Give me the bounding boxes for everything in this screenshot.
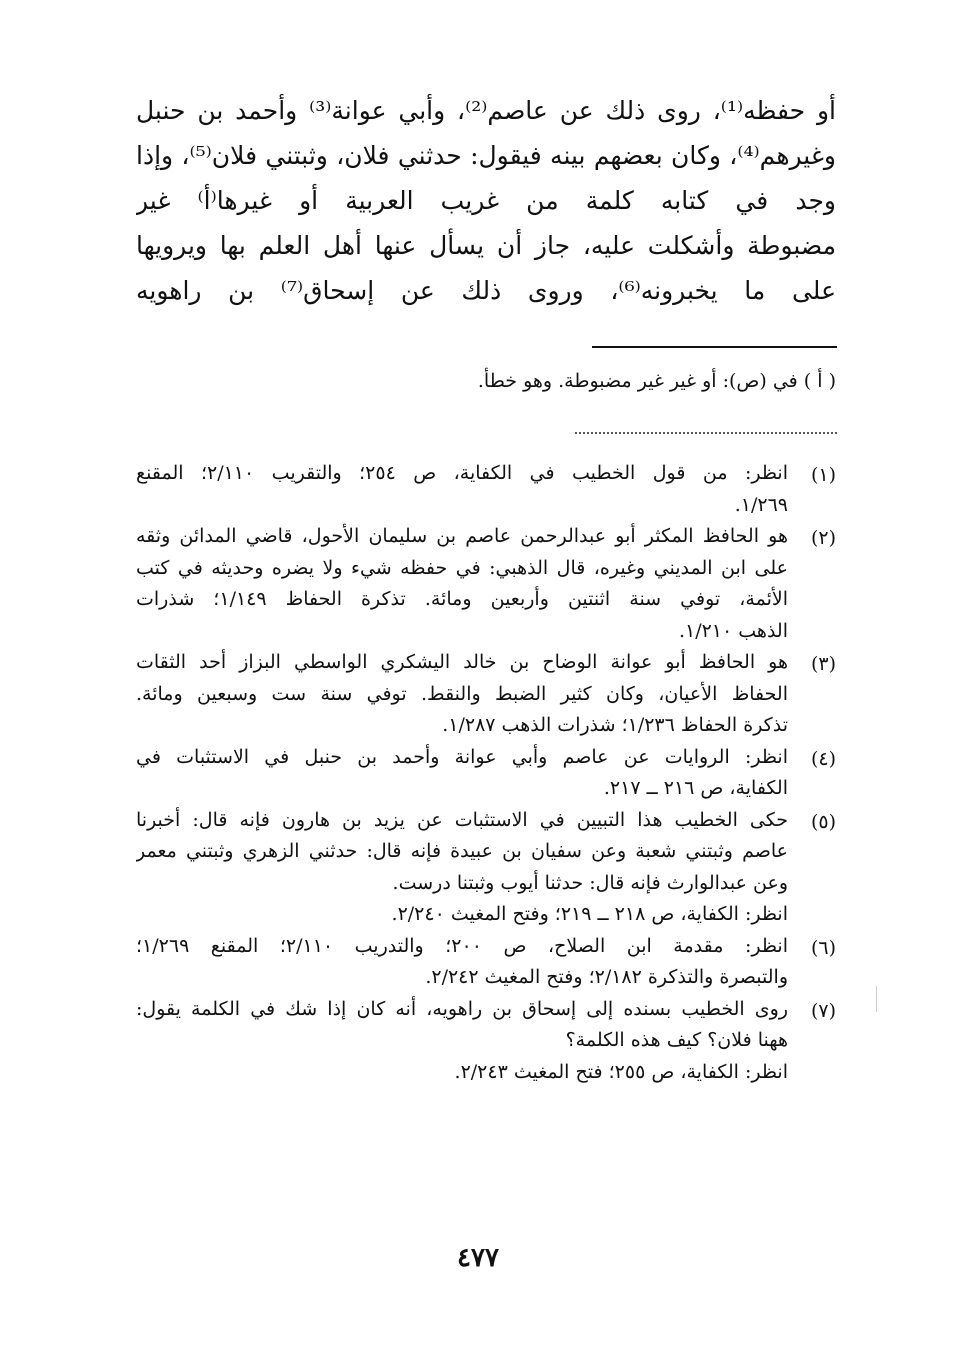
main-text-line: على ما يخبرونه⁽⁶⁾، وروى ذلك عن إسحاق⁽⁷⁾ بن راهويه [136,276,836,305]
footnote-6 [136,931,836,994]
footnote-number: (٧) [810,999,836,1022]
footnote-number: (٢) [810,527,836,549]
footnote-body [136,805,788,931]
footnote-line: عاصم وثبتني شعبة وعن سفيان بن عبيدة فإنه قال: حدثني الزهري وثبتني معمر [136,840,788,862]
footnote-line: ههنا فلان؟ كيف هذه الكلمة؟ [565,1029,788,1051]
footnote-number: (١) [810,464,836,486]
footnote-line: هو الحافظ المكثر أبو عبدالرحمن عاصم بن سليمان الأحول، قاضي المدائن وثقه [136,525,788,547]
dotted-separator [575,432,837,444]
footnote-line: روى الخطيب بسنده إلى إسحاق بن راهويه، أنه كان إذا شك في الكلمة يقول: [136,997,788,1020]
main-text-line: وغيرهم⁽⁴⁾، وكان بعضهم بينه فيقول: حدثني فلان، وثبتني فلان⁽⁵⁾، وإذا [136,141,836,170]
footnote-line: هو الحافظ أبو عوانة الوضاح بن خالد اليشكري الواسطي البزاز أحد الثقات [136,651,788,673]
footnote-body [136,458,788,521]
main-text-block [136,88,836,313]
footnote-2 [136,521,836,647]
main-text-line: مضبوطة وأشكلت عليه، جاز أن يسأل عنها أهل العلم بها ويرويها [136,231,836,260]
footnote-3 [136,647,836,742]
footnote-line: على ابن المديني وغيره، قال الذهبي: في حفظه شيء ولا يضره وحديثه في كتب [136,556,788,579]
footnote-line: وعن عبدالوارث فإنه قال: حدثنا أيوب وثبتنا درست. [392,871,788,894]
main-text-line: أو حفظه⁽¹⁾، روى ذلك عن عاصم⁽²⁾، وأبي عوانة⁽³⁾ وأحمد بن حنبل [136,96,836,125]
footnote-7 [136,994,836,1089]
footnote-number: (٥) [810,810,836,833]
footnote-line: انظر: الروايات عن عاصم وأبي عوانة وأحمد بن حنبل في الاستثبات في [136,745,788,768]
footnote-line: الأئمة، توفي سنة اثنتين وأربعين ومائة. تذكرة الحفاظ ١/١٤٩؛ شذرات [136,588,788,610]
footnote-1 [136,458,836,521]
page-number: ٤٧٧ [457,1243,499,1273]
footnote-number: (٤) [810,747,836,770]
footnote-5 [136,805,836,931]
footnote-line: الذهب ١/٢١٠. [678,619,788,642]
footnote-body [136,931,788,994]
footnote-line: انظر: من قول الخطيب في الكفاية، ص ٢٥٤؛ والتقريب ٢/١١٠؛ المقنع [136,462,788,484]
footnote-4 [136,742,836,805]
footnote-body [136,521,788,647]
footnote-body [136,994,788,1089]
margin-mark [876,986,877,1012]
main-text-line: وجد في كتابه كلمة من غريب العربية أو غيرها⁽أ⁾ غير [136,186,836,215]
footnote-line: تذكرة الحفاظ ١/٢٣٦؛ شذرات الذهب ١/٢٨٧. [442,714,788,736]
footnote-line: الحفاظ الأعيان، وكان كثير الضبط والنقط. توفي سنة ست وسبعين ومائة. [136,682,788,705]
footnote-line: الكفاية، ص ٢١٦ ــ ٢١٧. [603,777,788,799]
footnote-line: ١/٢٦٩. [734,493,788,516]
footnote-line: حكى الخطيب هذا التبيين في الاستثبات عن يزيد بن هارون فإنه قال: أخبرنا [136,808,788,831]
footnote-line: انظر: الكفاية، ص ٢١٨ ــ ٢١٩؛ وفتح المغيث ٢/٢٤٠. [391,903,788,925]
footnote-number: (٦) [810,936,836,959]
footnote-number: (٣) [810,653,836,675]
footnote-body [136,742,788,805]
footnote-line: والتبصرة والتذكرة ٢/١٨٢؛ وفتح المغيث ٢/٢٤٢. [425,966,788,988]
footnote-line: انظر: مقدمة ابن الصلاح، ص ٢٠٠؛ والتدريب ٢/١١٠؛ المقنع ١/٢٦٩؛ [136,934,788,957]
footnote-separator-line [592,346,837,348]
variant-note: ( أ ) في (ص): أو غير غير مضبوطة. وهو خطأ. [477,370,836,392]
footnote-body [136,647,788,742]
footnote-line: انظر: الكفاية، ص ٢٥٥؛ فتح المغيث ٢/٢٤٣. [454,1060,788,1083]
footnotes-list [136,458,836,1088]
